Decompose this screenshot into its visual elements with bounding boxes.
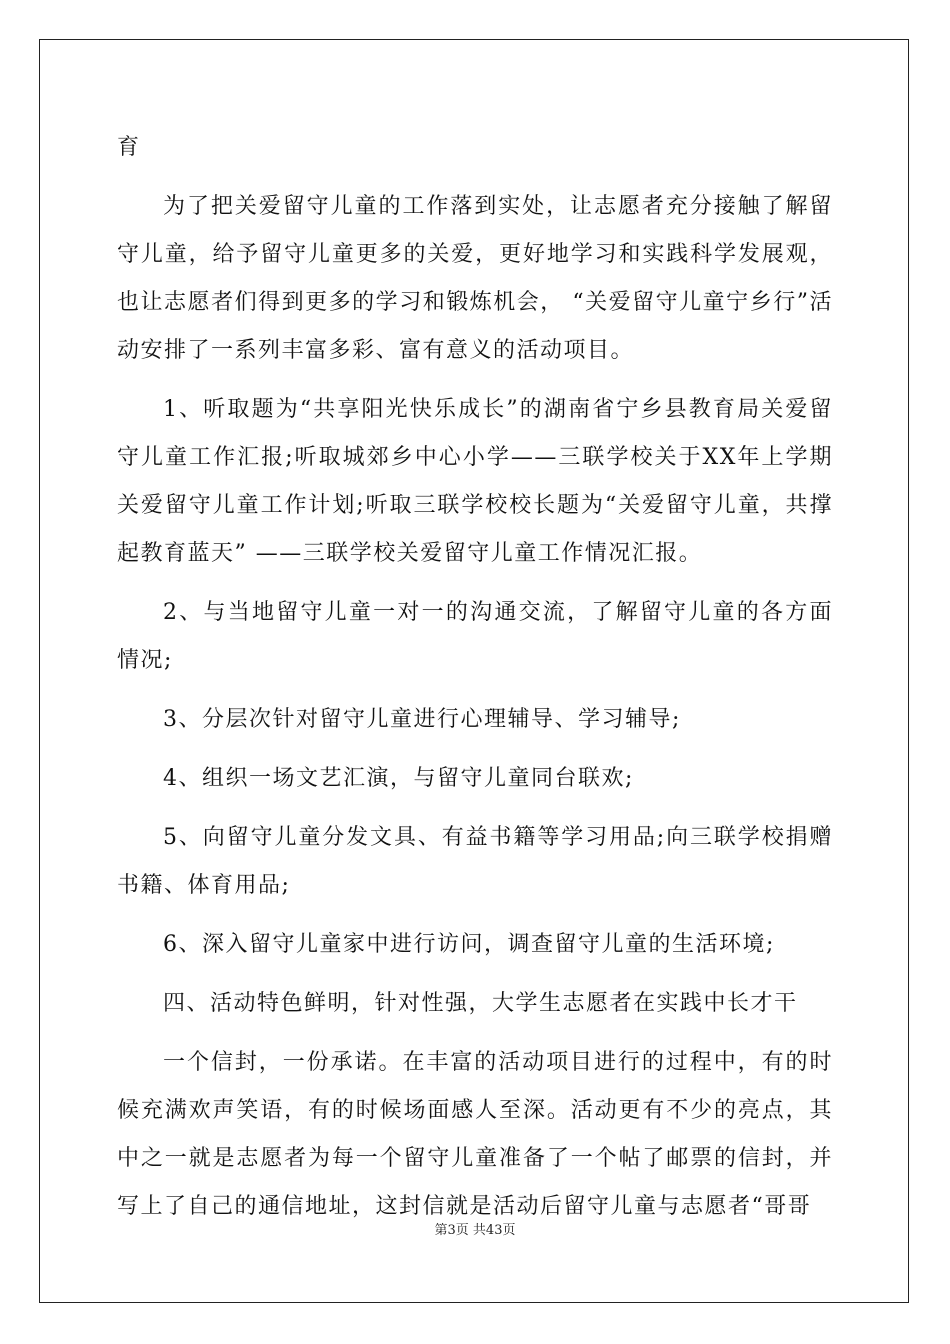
paragraph: 1、听取题为“共享阳光快乐成长”的湖南省宁乡县教育局关爱留守儿童工作汇报;听取城郊乡中心小学——三联学校关于XX年上学期关爱留守儿童工作计划;听取三联学校校长题为“关爱留守儿童，共撑起教育蓝天” ——三联学校关爱留守儿童工作情况汇报。 bbox=[117, 397, 833, 566]
document-body bbox=[117, 124, 833, 1242]
paragraph: 6、深入留守儿童家中进行访问，调查留守儿童的生活环境; bbox=[163, 932, 775, 957]
page-number-footer: 第3页 共43页 bbox=[434, 1223, 516, 1238]
paragraph: 3、分层次针对留守儿童进行心理辅导、学习辅导; bbox=[163, 707, 681, 732]
paragraph: 一个信封，一份承诺。在丰富的活动项目进行的过程中，有的时候充满欢声笑语，有的时候场面感人至深。活动更有不少的亮点，其中之一就是志愿者为每一个留守儿童准备了一个帖了邮票的信封，并写上了自己的通信地址，这封信就是活动后留守儿童与志愿者“哥哥 bbox=[117, 1050, 833, 1219]
paragraph: 为了把关爱留守儿童的工作落到实处，让志愿者充分接触了解留守儿童，给予留守儿童更多的关爱，更好地学习和实践科学发展观，也让志愿者们得到更多的学习和锻炼机会， “关爱留守儿童宁乡行”活动安排了一系列丰富多彩、富有意义的活动项目。 bbox=[117, 194, 833, 363]
paragraph: 育 bbox=[117, 135, 141, 160]
paragraph: 5、向留守儿童分发文具、有益书籍等学习用品;向三联学校捐赠书籍、体育用品; bbox=[117, 825, 833, 898]
paragraph: 四、活动特色鲜明，针对性强，大学生志愿者在实践中长才干 bbox=[163, 991, 798, 1016]
paragraph: 4、组织一场文艺汇演，与留守儿童同台联欢; bbox=[163, 766, 634, 791]
paragraph: 2、与当地留守儿童一对一的沟通交流，了解留守儿童的各方面情况; bbox=[117, 600, 833, 673]
